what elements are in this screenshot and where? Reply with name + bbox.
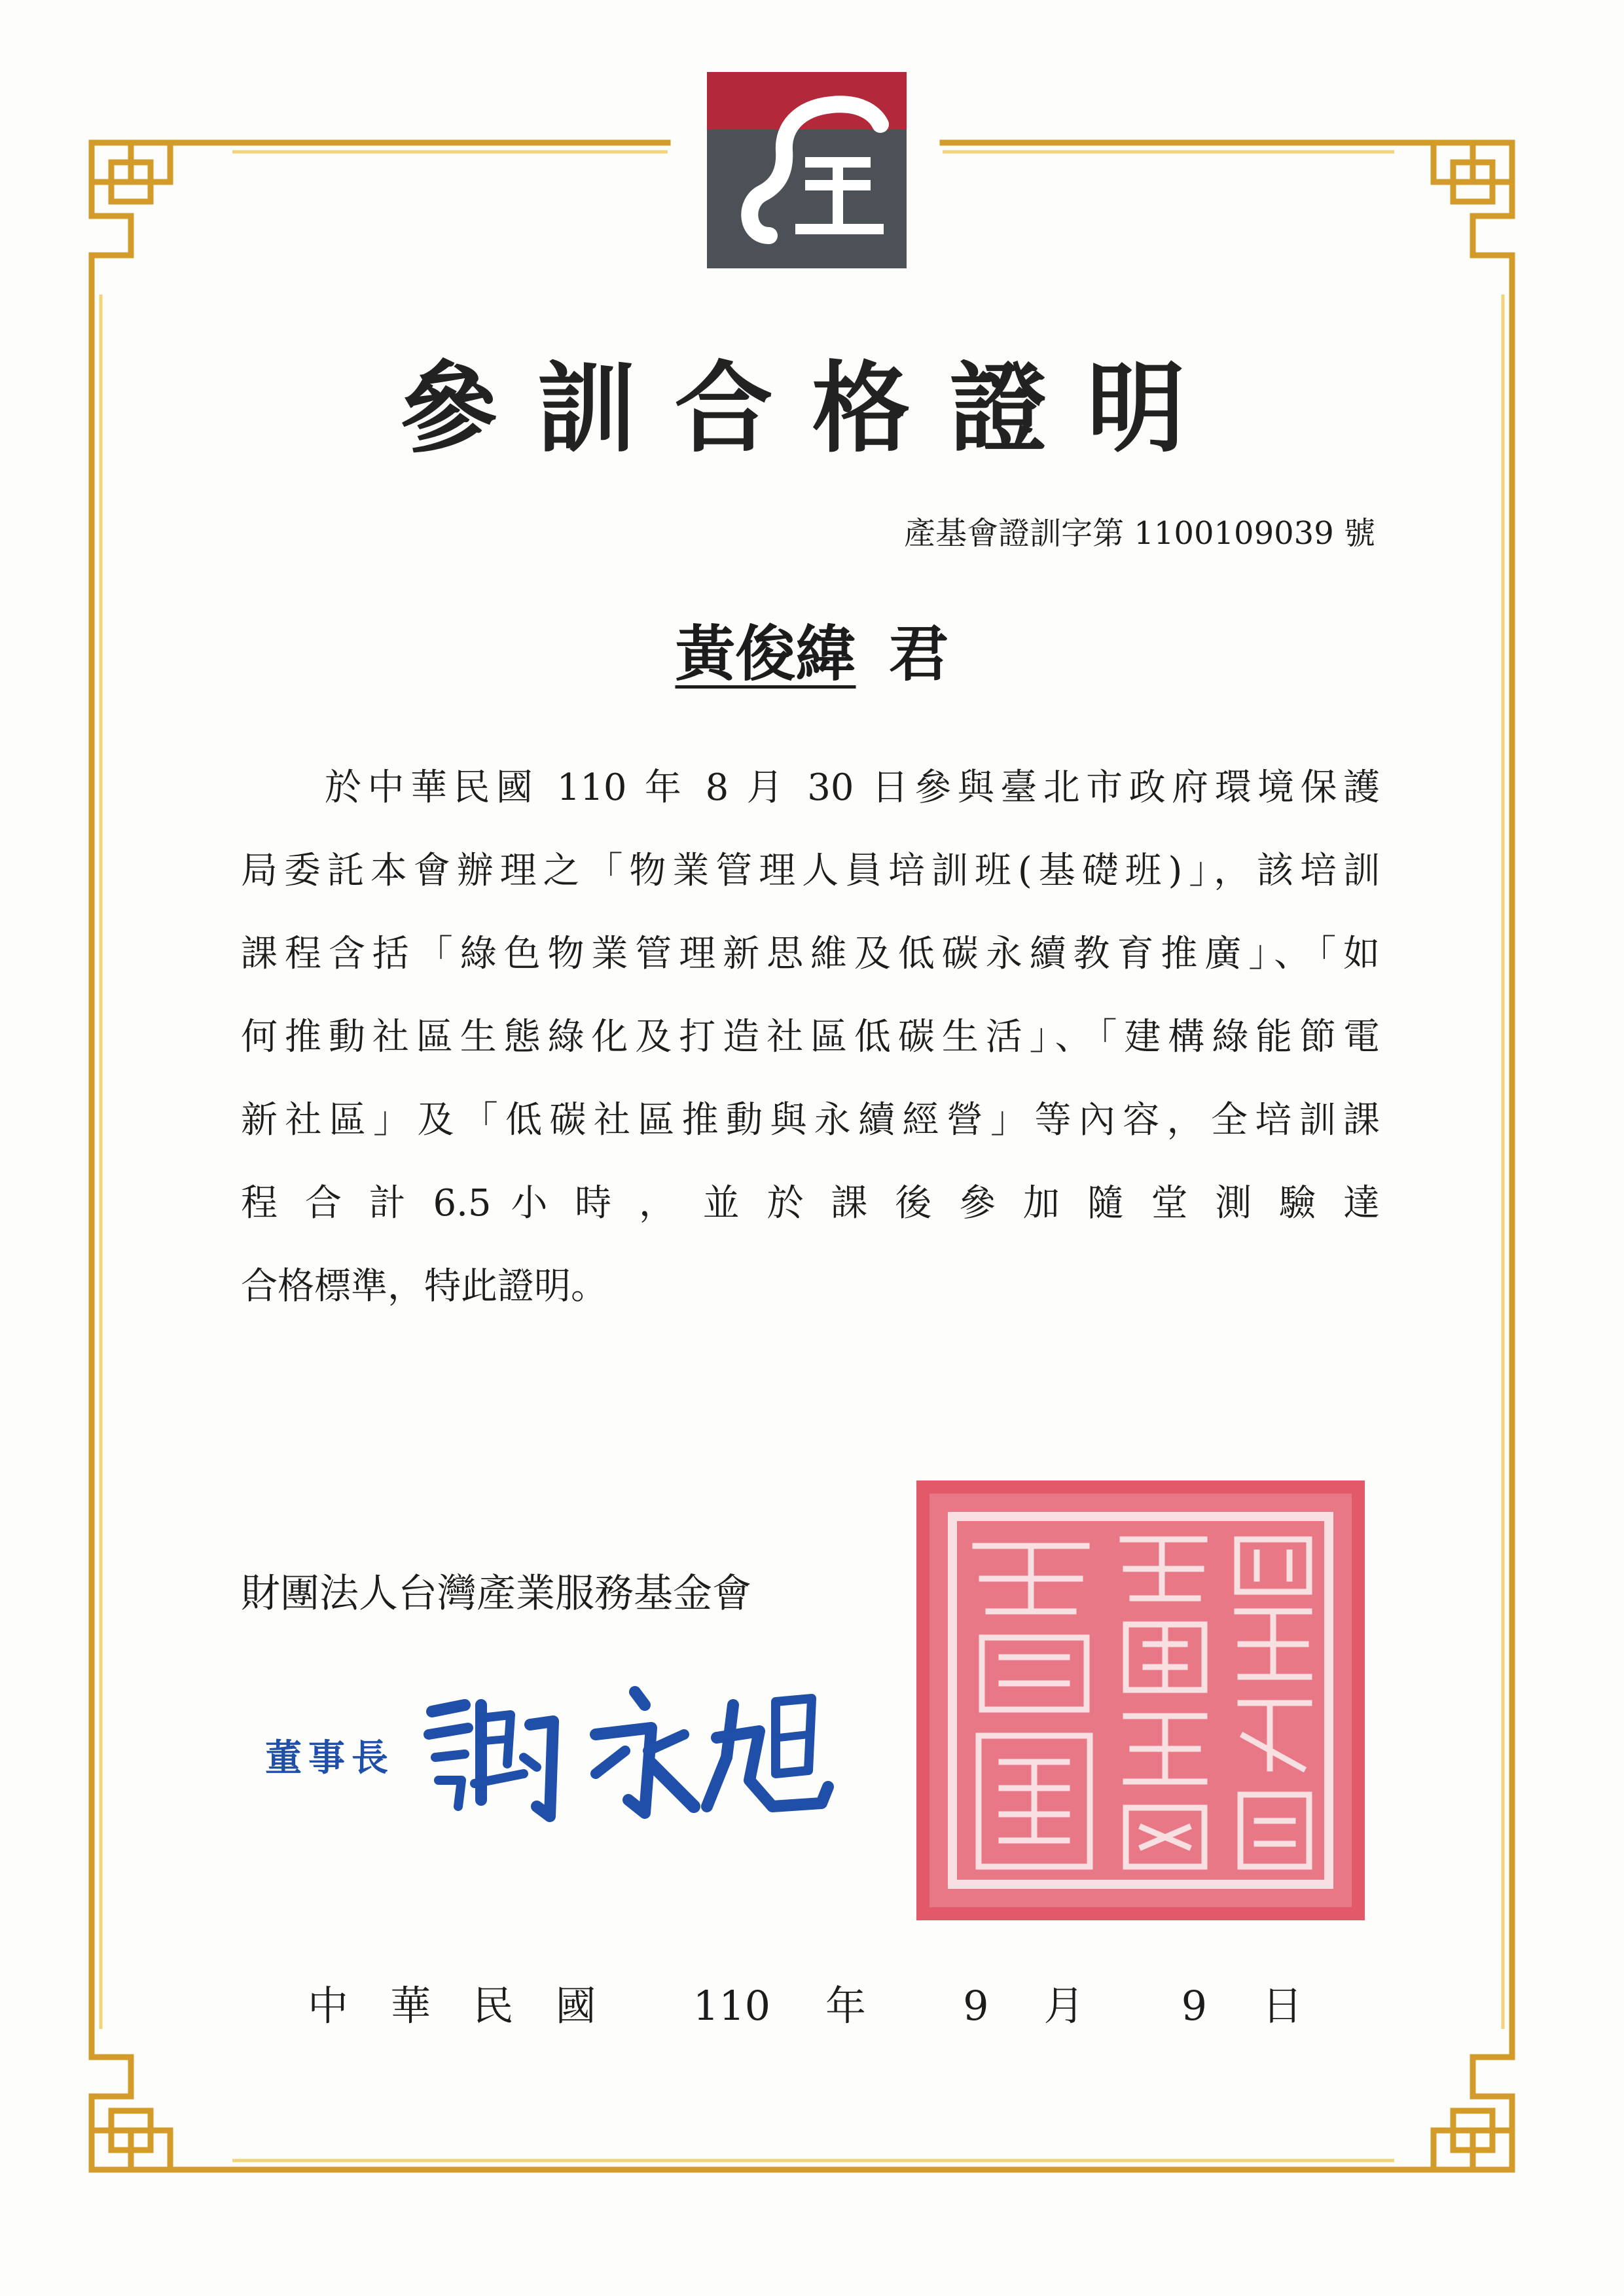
chairman-title: 董事長 <box>265 1737 395 1780</box>
organization-logo <box>707 72 907 268</box>
body-line: 局委託本會辦理之「物業管理人員培訓班(基礎班)」，該培訓 <box>241 850 1380 892</box>
body-line: 於中華民國 110 年 8 月 30 日參與臺北市政府環境保護 <box>325 766 1380 809</box>
recipient-suffix: 君 <box>888 619 949 689</box>
organization-seal <box>916 1480 1365 1920</box>
certificate-body <box>241 746 1380 1328</box>
certificate-title: 參訓合格證明 <box>399 352 1225 466</box>
chairman-signature <box>419 1666 844 1829</box>
body-line: 新社區」及「低碳社區推動與永續經營」等內容，全培訓課 <box>241 1099 1380 1141</box>
body-line: 程 合 計 6.5 小 時 ， 並 於 課 後 參 加 隨 堂 測 驗 達 <box>241 1182 1380 1225</box>
recipient <box>0 619 1624 691</box>
issue-date: 中華民國 110 年 9 月 9 日 <box>308 1982 1303 2030</box>
issuing-organization: 財團法人台灣產業服務基金會 <box>241 1571 751 1617</box>
body-line: 合格標準，特此證明。 <box>241 1265 607 1308</box>
body-line: 何推動社區生態綠化及打造社區低碳生活」、「建構綠能節電 <box>241 1016 1380 1058</box>
recipient-name: 黃俊緯 <box>675 619 856 689</box>
body-line: 課程含括「綠色物業管理新思維及低碳永續教育推廣」、「如 <box>241 933 1380 975</box>
certificate-number: 產基會證訓字第 1100109039 號 <box>904 515 1375 552</box>
